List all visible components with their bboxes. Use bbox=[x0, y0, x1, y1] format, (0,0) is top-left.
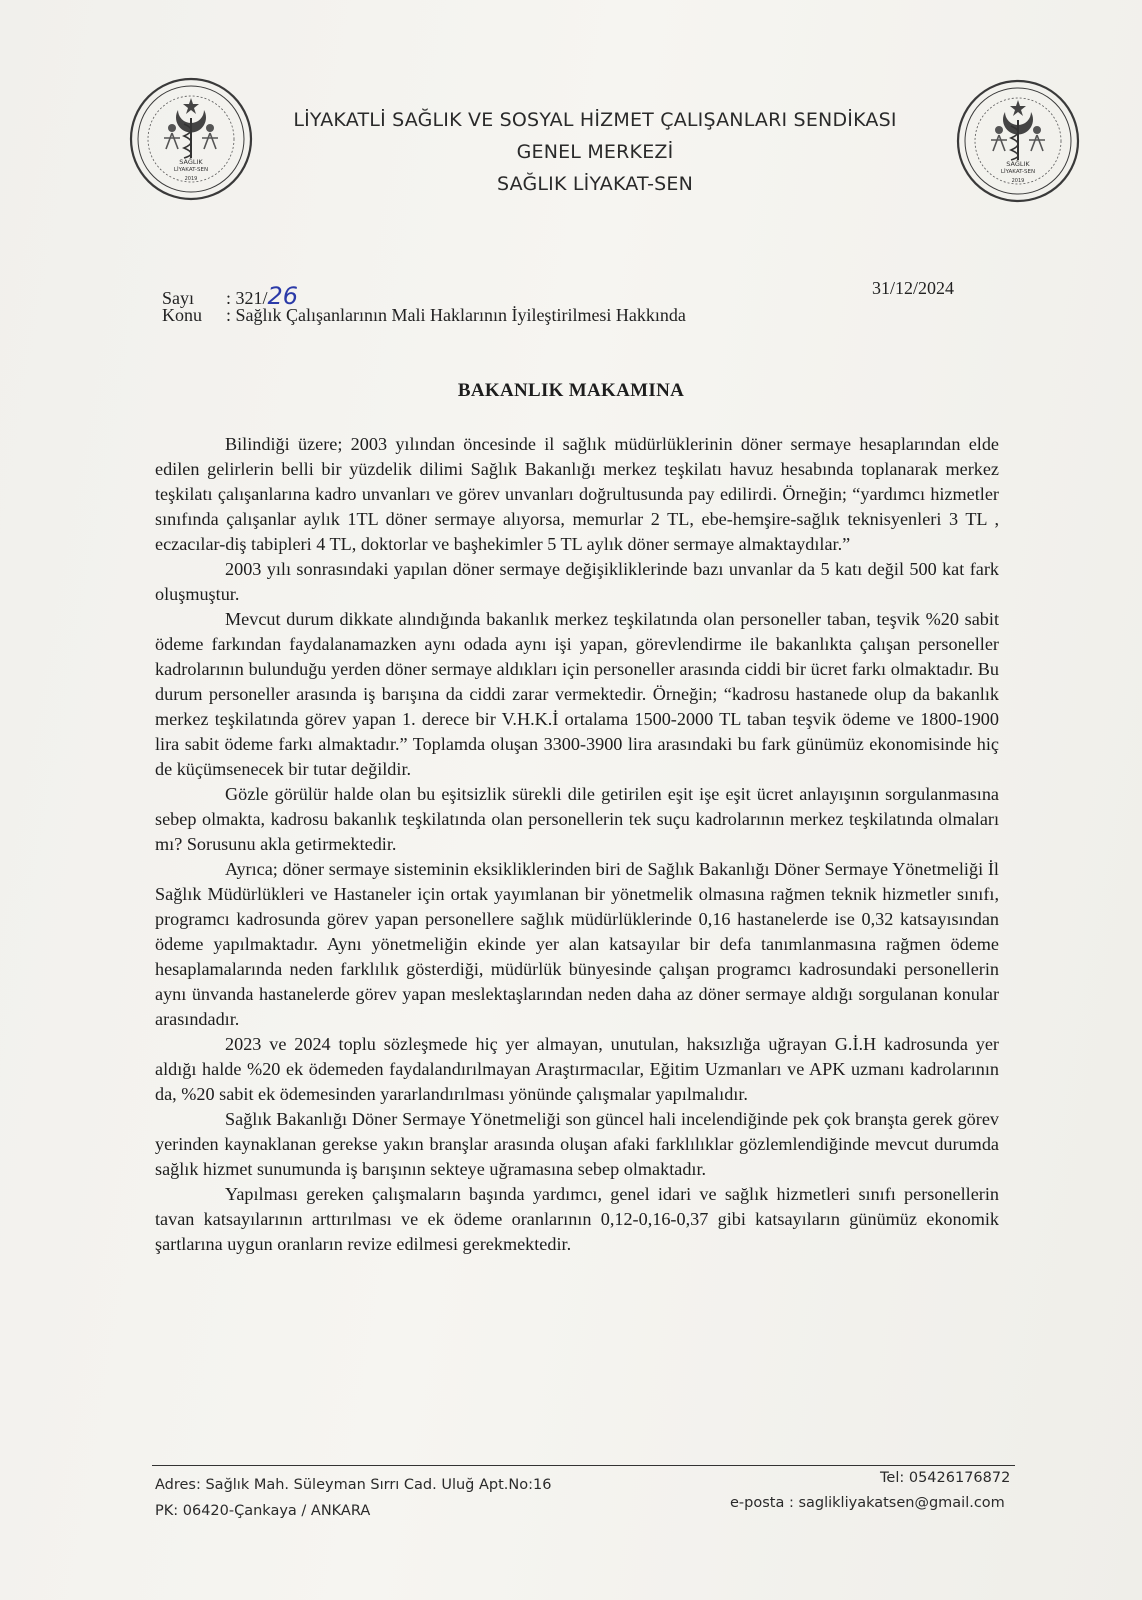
reference-number-value: : 321/ bbox=[226, 288, 268, 308]
body-paragraph: 2023 ve 2024 toplu sözleşmede hiç yer almayan, unutulan, haksızlığa uğrayan G.İ.H kadrosunda yer aldığı halde %20 ek ödemeden faydalandırılmayan Araştırmacılar, Eğitim Uzmanları ve APK uzmanı kadrolarının da, %20 sabit ek ödemesinden yararlandırılması yönünde çalışmalar yapılmalıdır. bbox=[155, 1034, 999, 1104]
svg-text:SAĞLIK: SAĞLIK bbox=[1006, 160, 1030, 168]
footer-email: e-posta : saglikliyakatsen@gmail.com bbox=[730, 1495, 1005, 1511]
body-paragraph: Yapılması gereken çalışmaların başında yardımcı, genel idari ve sağlık hizmetleri sınıfı personellerin tavan katsayılarının arttırılması ve ek ödeme oranlarının 0,12-0,16-0,37 gibi katsayıların günümüz ekonomik şartlarına uygun oranların revize edilmesi gerekmektedir. bbox=[155, 1184, 999, 1254]
subject-line bbox=[162, 305, 686, 326]
footer-divider bbox=[152, 1465, 1015, 1466]
svg-text:SAĞLIK: SAĞLIK bbox=[179, 158, 203, 166]
handwritten-reference-number: 26 bbox=[267, 282, 299, 310]
letter-body bbox=[155, 432, 999, 1257]
footer-address-line-2: PK: 06420-Çankaya / ANKARA bbox=[155, 1503, 371, 1519]
union-seal-logo-right bbox=[955, 78, 1081, 204]
footer-address-line-1: Adres: Sağlık Mah. Süleyman Sırrı Cad. Uluğ Apt.No:16 bbox=[155, 1477, 552, 1493]
letter-date: 31/12/2024 bbox=[872, 278, 955, 298]
svg-text:LİYAKAT-SEN: LİYAKAT-SEN bbox=[173, 167, 209, 173]
footer-phone: Tel: 05426176872 bbox=[880, 1470, 1011, 1486]
body-paragraph: 2003 yılı sonrasındaki yapılan döner sermaye değişikliklerinde bazı unvanlar da 5 katı değil 500 kat fark oluşmuştur. bbox=[155, 559, 999, 604]
subject-value: : Sağlık Çalışanlarının Mali Haklarının İyileştirilmesi Hakkında bbox=[226, 305, 686, 325]
organization-unit: GENEL MERKEZİ bbox=[516, 141, 674, 163]
body-paragraph: Gözle görülür halde olan bu eşitsizlik sürekli dile getirilen eşit işe eşit ücret anlayışının sorgulanmasına sebep olmakta, kadrosu bakanlık teşkilatında olan personellerin tek suçu kadrolarının merkez teşkilatında olmaları mı? Sorusunu akla getirmektedir. bbox=[155, 784, 999, 854]
subject-label: Konu bbox=[162, 305, 202, 325]
organization-short-name: SAĞLIK LİYAKAT-SEN bbox=[496, 173, 694, 195]
letterhead bbox=[250, 104, 940, 200]
organization-name: LİYAKATLİ SAĞLIK VE SOSYAL HİZMET ÇALIŞANLARI SENDİKASI bbox=[293, 109, 897, 131]
svg-text:2019: 2019 bbox=[184, 176, 198, 182]
svg-text:LİYAKAT-SEN: LİYAKAT-SEN bbox=[1000, 169, 1036, 175]
body-paragraph: Bilindiği üzere; 2003 yılından öncesinde il sağlık müdürlüklerinin döner sermaye hesaplarından elde edilen gelirlerin belli bir yüzdelik dilimi Sağlık Bakanlığı merkez teşkilatı havuz hesabında toplanarak merkez teşkilatı çalışanlarına kadro unvanları ve görev unvanları doğrultusunda pay edilirdi. Örneğin; “yardımcı hizmetler sınıfında çalışanlar aylık 1TL döner sermaye alıyorsa, memurlar 2 TL, ebe-hemşire-sağlık teknisyenleri 3 TL , eczacılar-diş tabipleri 4 TL, doktorlar ve başhekimler 5 TL aylık döner sermaye almaktaydılar.” bbox=[155, 434, 999, 554]
body-paragraph: Mevcut durum dikkate alındığında bakanlık merkez teşkilatında olan personeller taban, teşvik %20 sabit ödeme farkından faydalanamazken aynı odada aynı işi yapan, görevlendirme ile bakanlıkta çalışan personeller kadrolarının bulunduğu yerden döner sermaye aldıkları için personeller arasında ciddi bir ücret farkı olmaktadır. Bu durum personeller arasında iş barışına da ciddi zarar vermektedir. Örneğin; “kadrosu hastanede olup da bakanlık merkez teşkilatında görev yapan 1. derece bir V.H.K.İ ortalama 1500-2000 TL taban teşvik ödeme ve 1800-1900 lira sabit ödeme farkı almaktadır.” Toplamda oluşan 3300-3900 lira arasındaki bu fark günümüz ekonomisinde hiç de küçümsenecek bir tutar değildir. bbox=[155, 609, 999, 779]
body-paragraph: Ayrıca; döner sermaye sisteminin eksikliklerinden biri de Sağlık Bakanlığı Döner Sermaye Yönetmeliği İl Sağlık Müdürlükleri ve Hastaneler için ortak yayımlanan bir yönetmelik olmasına rağmen teknik hizmetler sınıfı, programcı kadrosunda görev yapan personellere sağlık müdürlüklerinde 0,16 hastanelerde ise 0,32 katsayısından ödeme yapılmaktadır. Aynı yönetmeliğin ekinde yer alan katsayılar bir defa tanımlanmasına rağmen ödeme hesaplamalarında neden farklılık gösterdiği, müdürlük bünyesinde çalışan programcı kadrosundaki personellerin aynı ünvanda hastanelerde görev yapan meslektaşlarından neden daha az döner sermaye aldığı sorgulanan konular arasındadır. bbox=[155, 859, 999, 1029]
body-paragraph: Sağlık Bakanlığı Döner Sermaye Yönetmeliği son güncel hali incelendiğinde pek çok branşta gerek görev yerinden kaynaklanan gerekse yakın branşlar arasında oluşan afaki farklılıklar gözlemlendiğinde mevcut durumda sağlık hizmet sunumunda iş barışının sekteye uğramasına sebep olmaktadır. bbox=[155, 1109, 999, 1179]
addressee-heading: BAKANLIK MAKAMINA bbox=[457, 380, 685, 401]
reference-number-label: Sayı bbox=[162, 288, 195, 308]
svg-text:2019: 2019 bbox=[1011, 178, 1025, 184]
union-seal-logo-left bbox=[128, 76, 254, 202]
